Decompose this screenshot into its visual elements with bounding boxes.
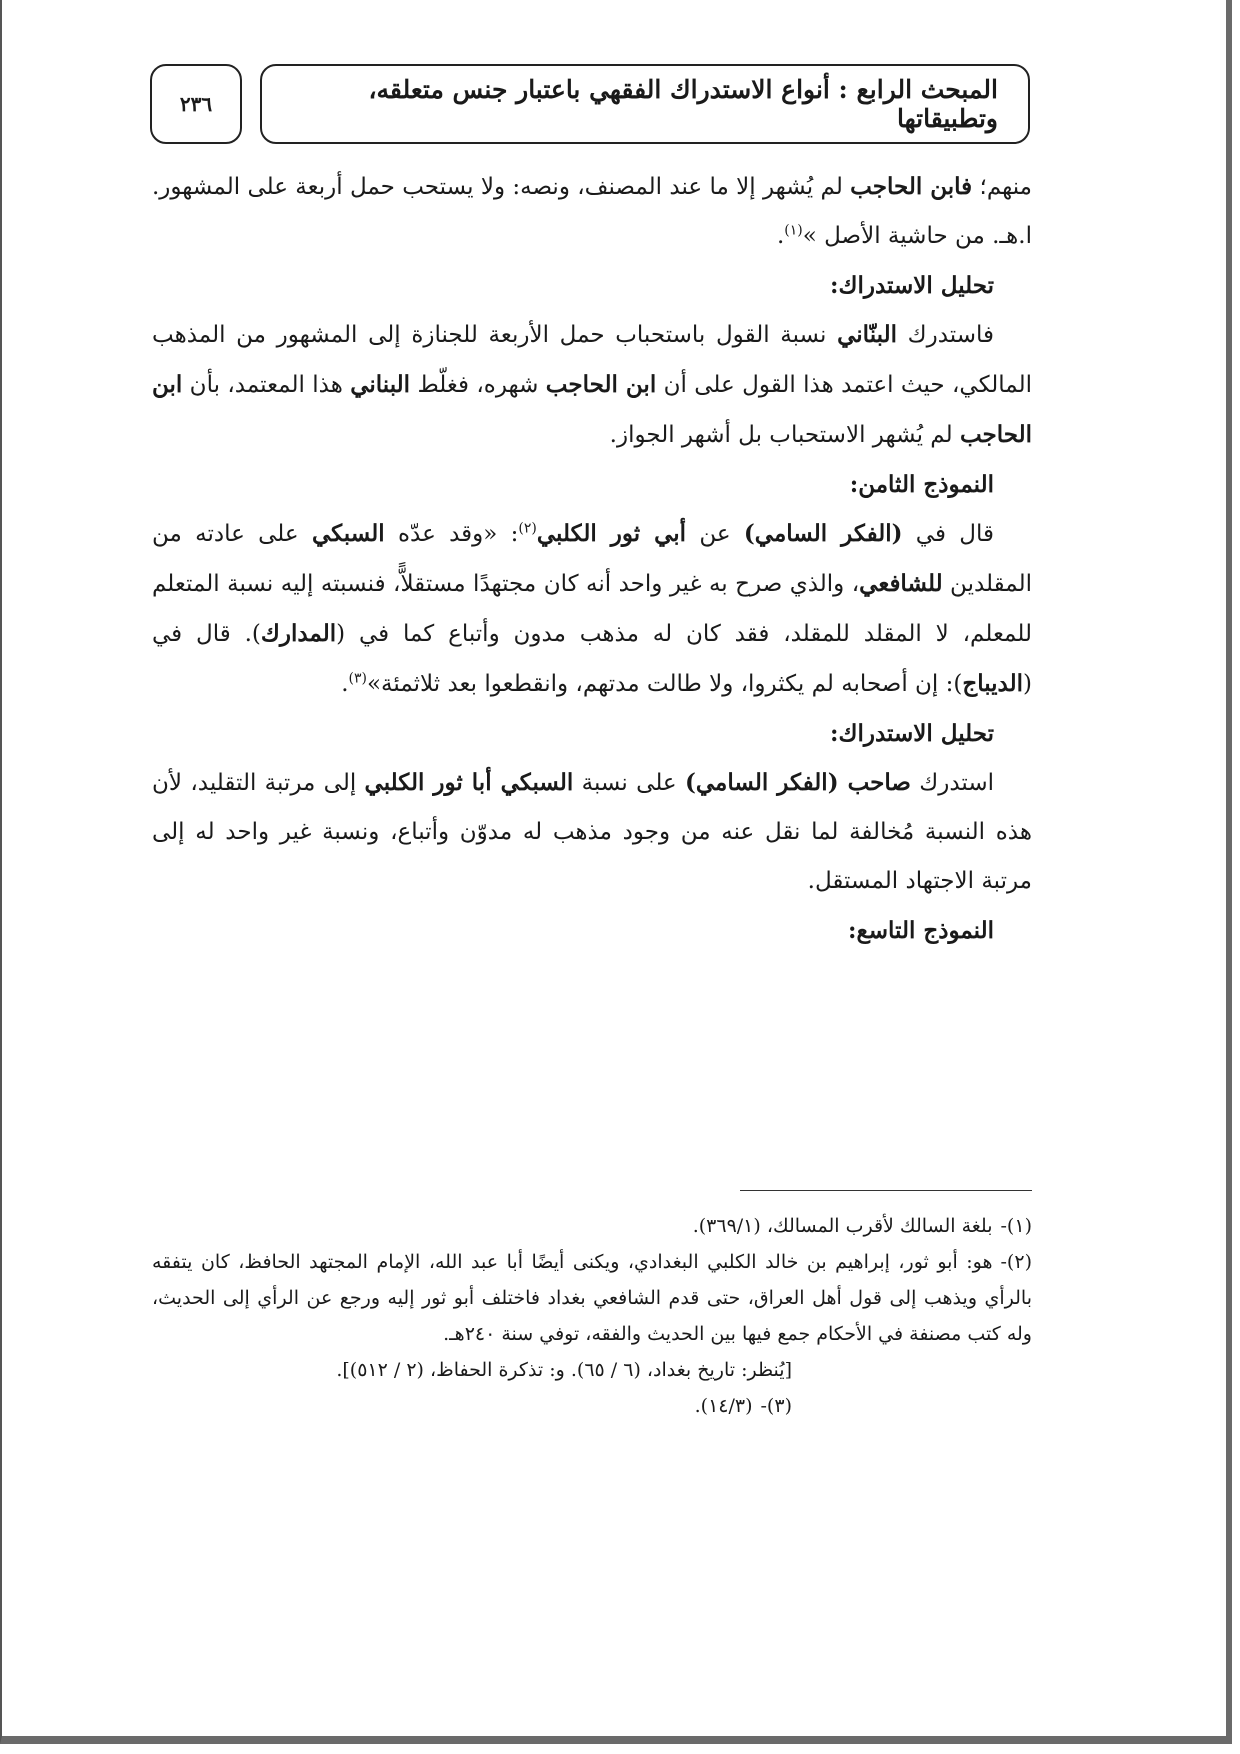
page-number-text: ٢٣٦	[179, 92, 213, 116]
name-ibn-alhajib: ابن الحاجب	[152, 371, 1032, 448]
heading-analysis-2: تحليل الاستدراك:	[830, 720, 994, 747]
name-alsubki-abu-thawr: السبكي أبا ثور الكلبي	[364, 769, 574, 796]
main-content	[152, 162, 1032, 955]
text: لم يُشهر إلا ما عند المصنف، ونصه: ولا يستحب حمل أربعة على المشهور. ا.هـ. من حاشية الأصل »	[152, 174, 1032, 249]
book-alfikr-alsami: (الفكر السامي)	[743, 520, 903, 547]
author-alfikr-alsami: صاحب (الفكر السامي)	[684, 769, 911, 796]
footnotes	[152, 1208, 1032, 1424]
footnote-divider	[740, 1190, 1032, 1191]
footnote-ref-1: (١)	[784, 222, 803, 239]
footnote-number: (١)-	[1000, 1215, 1032, 1237]
footnote-number: (٢)-	[1000, 1251, 1032, 1273]
footnote-1	[152, 1208, 1032, 1244]
name-ibn-alhajib: ابن الحاجب	[545, 371, 657, 398]
text: هذا المعتمد، بأن	[182, 372, 351, 398]
book-aldibaj: الديباج	[962, 670, 1024, 697]
text: قال في	[902, 521, 994, 547]
paragraph-4	[152, 758, 1032, 906]
paragraph-2	[152, 310, 1032, 460]
text: ، والذي صرح به غير واحد أنه كان مجتهدًا مستقلاًّ، فنسبته إليه نسبة المتعلم للمعلم، لا المقلد للمقلد، فقد كان له مذهب مدون وأتباع كما في (	[152, 571, 1032, 647]
paragraph-1	[152, 162, 1032, 261]
text: ). قال في (	[152, 621, 1032, 697]
text: نسبة القول باستحباب حمل الأربعة للجنازة إلى المشهور من المذهب المالكي، حيث اعتمد هذا القول على أن	[152, 322, 1032, 398]
text: على نسبة	[573, 770, 685, 796]
footnote-number: (٣)-	[760, 1395, 792, 1417]
text: : «وقد عدّه	[384, 521, 519, 547]
footnote-text: هو: أبو ثور، إبراهيم بن خالد الكلبي البغدادي، ويكنى أيضًا أبا عبد الله، الإمام المجتهد الحافظ، كان يتفقه بالرأي ويذهب إلى قول أهل العراق، حتى قدم الشافعي بغداد فاختلف أبو ثور إليه ورجع عن الرأي إلى الحديث، وله كتب مصنفة في الأحكام جمع فيها بين الحديث والفقه، توفي سنة ٢٤٠هـ.	[152, 1251, 1032, 1345]
footnote-2-reference: [يُنظر: تاريخ بغداد، (٦ / ٦٥). و: تذكرة الحفاظ، (٢ / ٥١٢)].	[336, 1359, 792, 1381]
heading-analysis-1: تحليل الاستدراك:	[830, 272, 994, 299]
name-albannani: البناني	[350, 371, 411, 398]
name-albannani: البنّاني	[837, 321, 897, 348]
text: منهم؛	[972, 174, 1032, 200]
text: عن	[686, 521, 744, 547]
heading-model-8: النموذج الثامن:	[849, 471, 994, 498]
header-title	[260, 64, 1030, 144]
book-almadarik: المدارك	[260, 620, 337, 647]
name-alsubki: السبكي	[311, 520, 385, 547]
footnote-2	[152, 1244, 1032, 1352]
text: .	[341, 671, 349, 697]
paragraph-3	[152, 509, 1032, 709]
text: ): إن أصحابه لم يكثروا، ولا طالت مدتهم، وانقطعوا بعد ثلاثمئة»	[366, 671, 963, 697]
text: .	[776, 223, 785, 249]
name-ibn-alhajib: فابن الحاجب	[850, 173, 973, 200]
name-abu-thawr: أبي ثور الكلبي	[536, 520, 687, 547]
heading-model-9: النموذج التاسع:	[848, 917, 994, 944]
text: إلى مرتبة التقليد، لأن هذه النسبة مُخالفة لما نقل عنه من وجود مذهب له مدوّن وأتباع، ونسبة غير واحد له إلى مرتبة الاجتهاد المستقل.	[152, 770, 1032, 894]
text: لم يُشهر الاستحباب بل أشهر الجواز.	[609, 422, 960, 448]
footnote-3	[152, 1388, 1032, 1424]
text: على عادته من المقلدين	[152, 521, 1032, 597]
header-title-text: المبحث الرابع : أنواع الاستدراك الفقهي باعتبار جنس متعلقه، وتطبيقاتها	[368, 75, 998, 133]
footnote-ref-2: (٢)	[518, 520, 537, 537]
footnote-ref-3: (٣)	[348, 670, 367, 687]
text: استدرك	[910, 770, 994, 796]
name-alshafii: للشافعي	[859, 570, 943, 597]
text: فاستدرك	[896, 322, 994, 348]
footnote-text: بلغة السالك لأقرب المسالك، (٣٦٩/١).	[692, 1215, 993, 1237]
footnote-text: (١٤/٣).	[694, 1395, 753, 1417]
text: شهره، فغلّط	[410, 372, 546, 398]
page-number	[150, 64, 242, 144]
